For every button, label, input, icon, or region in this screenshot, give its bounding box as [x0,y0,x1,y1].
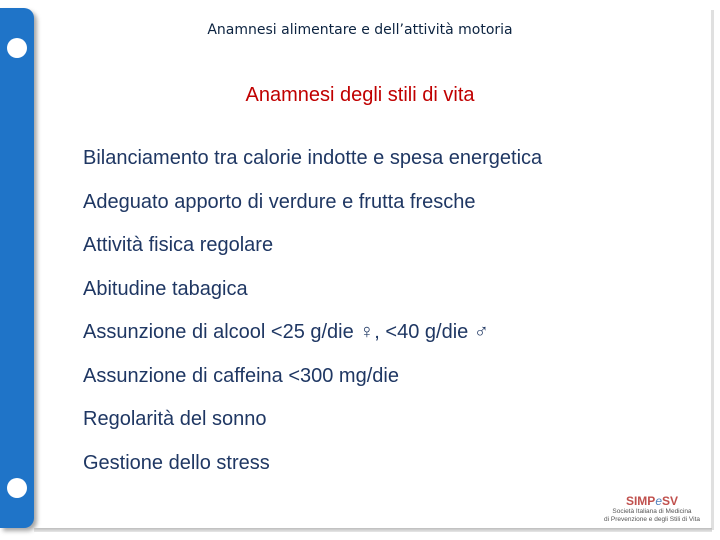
list-item: Bilanciamento tra calorie indotte e spesa energetica [83,147,543,169]
binder-hole-bottom [7,478,27,498]
logo-title [596,494,708,508]
binder-hole-top [7,38,27,58]
list-item: Regolarità del sonno [83,408,267,430]
list-item: Attività fisica regolare [83,234,274,256]
slide-header: Anamnesi alimentare e dell’attività motoria [207,22,513,38]
logo-caption-line1: Società Italiana di Medicina [612,508,692,515]
list-item: Adeguato apporto di verdure e frutta fresche [83,190,476,213]
page-bottom-shadow [34,528,712,532]
logo-name-e: e [655,494,662,508]
list-item: Gestione dello stress [83,451,270,474]
simpesv-logo [596,494,708,528]
slide-subtitle: Anamnesi degli stili di vita [245,84,475,106]
list-item: Assunzione di alcool <25 g/die ♀, <40 g/die ♂ [83,321,489,343]
logo-name-sv: SV [662,494,679,508]
list-item: Assunzione di caffeina <300 mg/die [83,364,399,387]
logo-caption-line2: di Prevenzione e degli Stili di Vita [604,516,700,523]
list-item: Abitudine tabagica [83,277,248,300]
logo-name-simp: SIMP [625,494,656,508]
lifestyle-list [83,145,542,493]
